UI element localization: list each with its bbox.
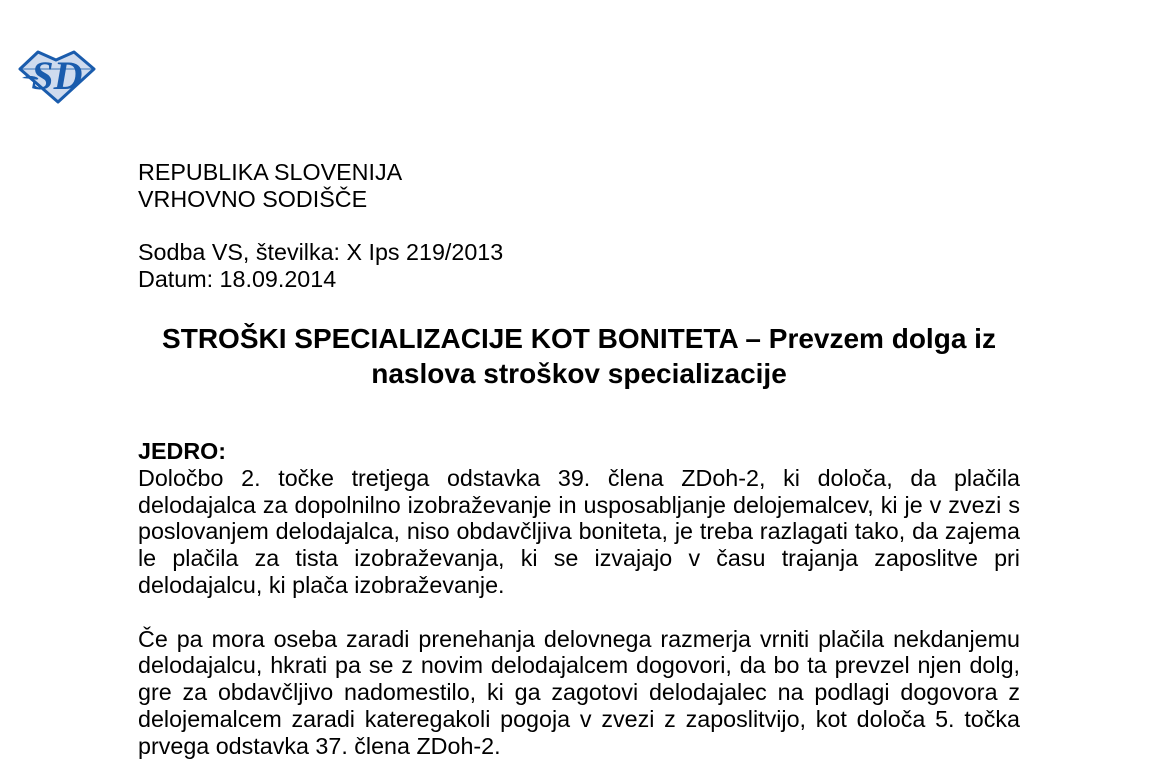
core-section-label: JEDRO: — [138, 437, 227, 464]
republic-line: REPUBLIKA SLOVENIJA — [138, 159, 403, 185]
supreme-court-sd-logo — [16, 48, 98, 106]
sd-monogram-text: SD — [31, 53, 83, 98]
sd-diamond-icon — [16, 48, 98, 106]
case-number-line: Sodba VS, številka: X Ips 219/2013 — [138, 239, 504, 266]
core-paragraph-2: Če pa mora oseba zaradi prenehanja delovnega razmerja vrniti plačila nekdanjemu delodajalcu, hkrati pa se z novim delodajalcem dogovori, da bo ta prevzel njen dolg, gre za obdavčljivo nadomestilo, ki ga zagotovi delodajalec na podlagi dogovora z delojemalcem zaradi kateregakoli pogoja v zvezi z zaposlitvijo, kot določa 5. točka prvega odstavka 37. člena ZDoh-2. — [138, 625, 1020, 759]
case-info-block — [138, 239, 1020, 293]
court-decision-document — [138, 159, 1020, 760]
core-paragraph-1: Določbo 2. točke tretjega odstavka 39. člena ZDoh-2, ki določa, da plačila delodajalca za dopolnilno izobraževanje in usposabljanje delojemalcev, ki je v zvezi s poslovanjem delodajalca, niso obdavčljiva boniteta, je treba razlagati tako, da zajema le plačila za tista izobraževanja, ki se izvajajo v času trajanja zaposlitve pri delodajalcu, ki plača izobraževanje. — [138, 464, 1020, 598]
court-name-line: VRHOVNO SODIŠČE — [138, 185, 368, 212]
case-date-line: Datum: 18.09.2014 — [138, 266, 337, 293]
document-header — [138, 159, 1020, 213]
decision-title: STROŠKI SPECIALIZACIJE KOT BONITETA – Prevzem dolga iz naslova stroškov specializacije — [162, 322, 996, 389]
